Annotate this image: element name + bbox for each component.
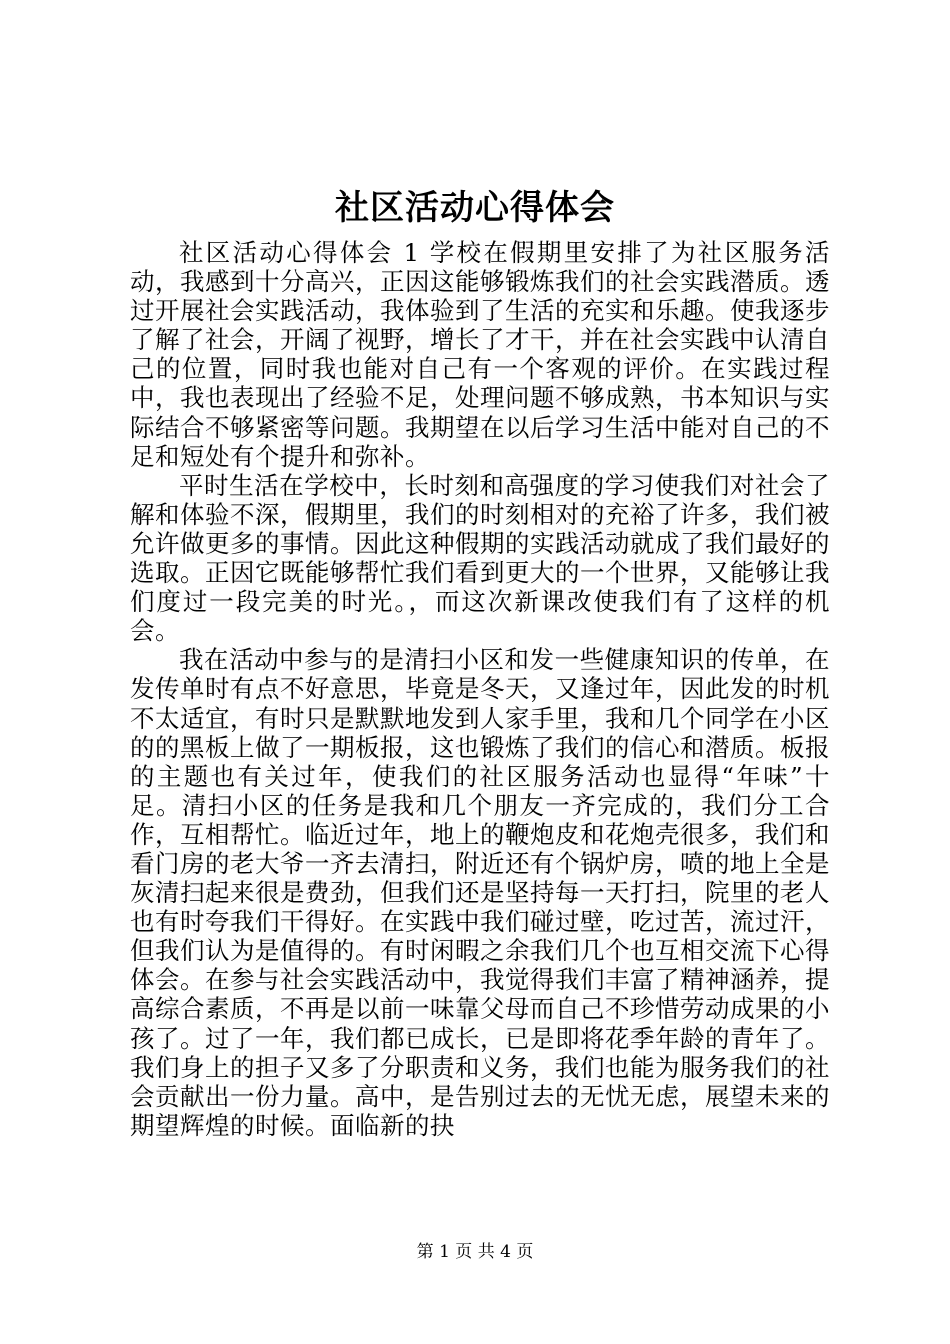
paragraph-3: 我在活动中参与的是清扫小区和发一些健康知识的传单，在发传单时有点不好意思，毕竟是冬天，又逢过年，因此发的时机不太适宜，有时只是默默地发到人家手里，我和几个同学在小区的的黑板上做了一期板报，这也锻炼了我们的信心和潜质。板报的主题也有关过年，使我们的社区服务活动也显得“年味”十足。清扫小区的任务是我和几个朋友一齐完成的，我们分工合作，互相帮忙。临近过年，地上的鞭炮皮和花炮壳很多，我们和看门房的老大爷一齐去清扫，附近还有个锅炉房，喷的地上全是灰清扫起来很是费劲，但我们还是坚持每一天打扫，院里的老人也有时夸我们干得好。在实践中我们碰过壁，吃过苦，流过汗，但我们认为是值得的。有时闲暇之余我们几个也互相交流下心得体会。在参与社会实践活动中，我觉得我们丰富了精神涵养，提高综合素质，不再是以前一味靠父母而自己不珍惜劳动成果的小孩了。过了一年，我们都已成长，已是即将花季年龄的青年了。我们身上的担子又多了分职责和义务，我们也能为服务我们的社会贡献出一份力量。高中，是告别过去的无忧无虑，展望未来的期望辉煌的时候。面临新的抉 bbox=[130, 645, 830, 1140]
paragraph-2: 平时生活在学校中，长时刻和高强度的学习使我们对社会了解和体验不深，假期里，我们的时刻相对的充裕了许多，我们被允许做更多的事情。因此这种假期的实践活动就成了我们最好的选取。正因它既能够帮忙我们看到更大的一个世界，又能够让我们度过一段完美的时光。，而这次新课改使我们有了这样的机会。 bbox=[130, 470, 830, 646]
document-title: 社区活动心得体会 bbox=[335, 188, 615, 228]
paragraph-1: 社区活动心得体会 1 学校在假期里安排了为社区服务活动，我感到十分高兴，正因这能够锻炼我们的社会实践潜质。透过开展社会实践活动，我体验到了生活的充实和乐趣。使我逐步了解了社会，开阔了视野，增长了才干，并在社会实践中认清自己的位置，同时我也能对自己有一个客观的评价。在实践过程中，我也表现出了经验不足，处理问题不够成熟，书本知识与实际结合不够紧密等问题。我期望在以后学习生活中能对自己的不足和短处有个提升和弥补。 bbox=[130, 238, 830, 471]
document-body bbox=[130, 238, 830, 1140]
page-number-footer: 第 1 页 共 4 页 bbox=[416, 1242, 534, 1262]
